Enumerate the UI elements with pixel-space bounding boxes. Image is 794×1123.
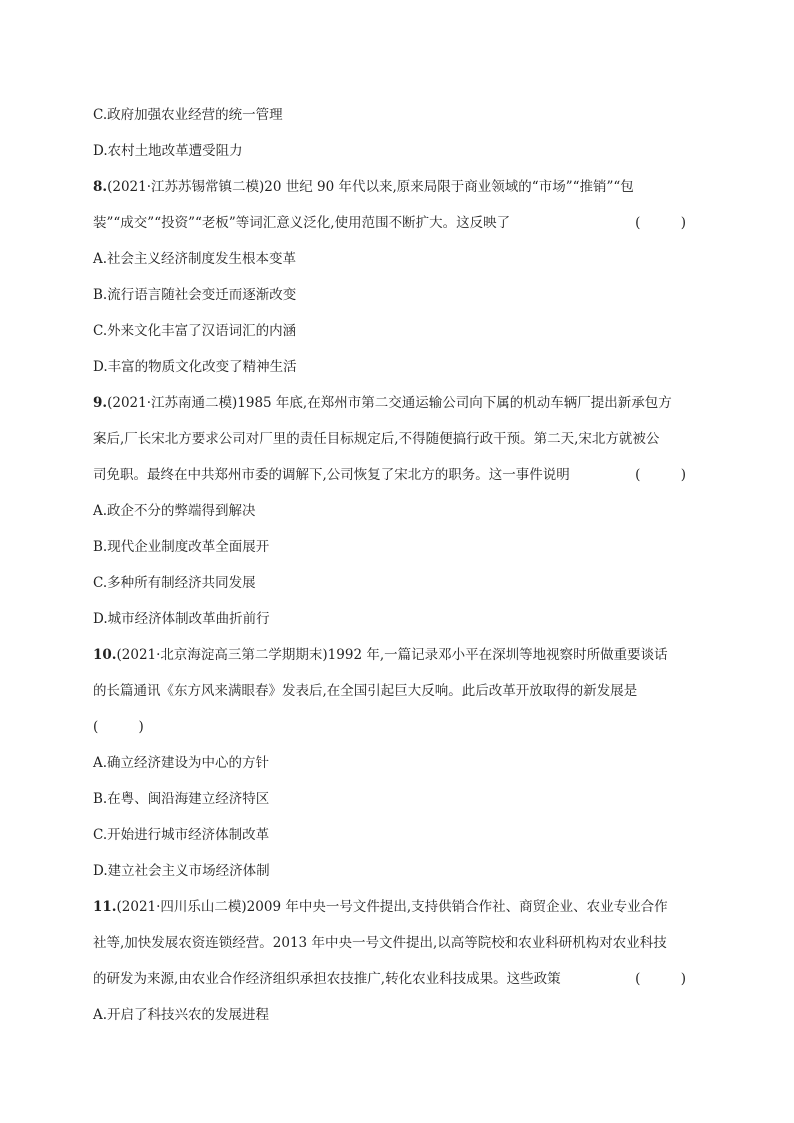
- q8-stem-line-1: 8.(2021·江苏苏锡常镇二模)20 世纪 90 年代以来,原来局限于商业领域的“市场”“推销”“包: [93, 179, 634, 195]
- q9-option-c: C.多种所有制经济共同发展: [93, 575, 256, 591]
- q10-stem-line-1: 10.(2021·北京海淀高三第二学期期末)1992 年,一篇记录邓小平在深圳等地视察时所做重要谈话: [93, 647, 668, 663]
- q11-number: 11.: [93, 899, 117, 915]
- q9-answer-parens: ( ): [635, 467, 704, 483]
- q8-option-a: A.社会主义经济制度发生根本变革: [93, 251, 297, 267]
- q8-option-d: D.丰富的物质文化改变了精神生活: [93, 359, 297, 375]
- q9-number: 9.: [93, 395, 108, 411]
- q10-stem-line-2: 的长篇通讯《东方风来满眼春》发表后,在全国引起巨大反响。此后改革开放取得的新发展是: [93, 683, 638, 699]
- q7-option-d: D.农村土地改革遭受阻力: [93, 143, 243, 159]
- q8-stem-line-2: 装”“成交”“投资”“老板”等词汇意义泛化,使用范围不断扩大。这反映了 ( ): [93, 215, 704, 231]
- q10-option-a: A.确立经济建设为中心的方针: [93, 755, 270, 771]
- q10-number: 10.: [93, 647, 117, 663]
- q11-stem-line-3: 的研发为来源,由农业合作经济组织承担农技推广,转化农业科技成果。这些政策 ( ): [93, 971, 704, 987]
- q8-option-c: C.外来文化丰富了汉语词汇的内涵: [93, 323, 297, 339]
- q8-option-b: B.流行语言随社会变迁而逐渐改变: [93, 287, 297, 303]
- q11-answer-parens: ( ): [635, 971, 704, 987]
- q11-option-a: A.开启了科技兴农的发展进程: [93, 1007, 270, 1023]
- q11-stem-line-2: 社等,加快发展农资连锁经营。2013 年中央一号文件提出,以高等院校和农业科研机构对农业科技: [93, 935, 667, 951]
- q9-stem-line-1: 9.(2021·江苏南通二模)1985 年底,在郑州市第二交通运输公司向下属的机动车辆厂提出新承包方: [93, 395, 672, 411]
- q10-option-d: D.建立社会主义市场经济体制: [93, 863, 270, 879]
- q9-option-d: D.城市经济体制改革曲折前行: [93, 611, 270, 627]
- q11-stem-line-1: 11.(2021·四川乐山二模)2009 年中央一号文件提出,支持供销合作社、商贸企业、农业专业合作: [93, 899, 668, 915]
- q9-option-b: B.现代企业制度改革全面展开: [93, 539, 270, 555]
- q9-option-a: A.政企不分的弊端得到解决: [93, 503, 256, 519]
- q9-stem-line-2: 案后,厂长宋北方要求公司对厂里的责任目标规定后,不得随便搞行政干预。第二天,宋北方就被公: [93, 431, 660, 447]
- q10-option-c: C.开始进行城市经济体制改革: [93, 827, 270, 843]
- q9-stem-line-3: 司免职。最终在中共郑州市委的调解下,公司恢复了宋北方的职务。这一事件说明 ( ): [93, 467, 704, 483]
- q8-number: 8.: [93, 179, 108, 195]
- q10-answer-parens: ( ): [93, 719, 162, 735]
- q10-option-b: B.在粤、闽沿海建立经济特区: [93, 791, 270, 807]
- q8-answer-parens: ( ): [635, 215, 704, 231]
- q7-option-c: C.政府加强农业经营的统一管理: [93, 107, 283, 123]
